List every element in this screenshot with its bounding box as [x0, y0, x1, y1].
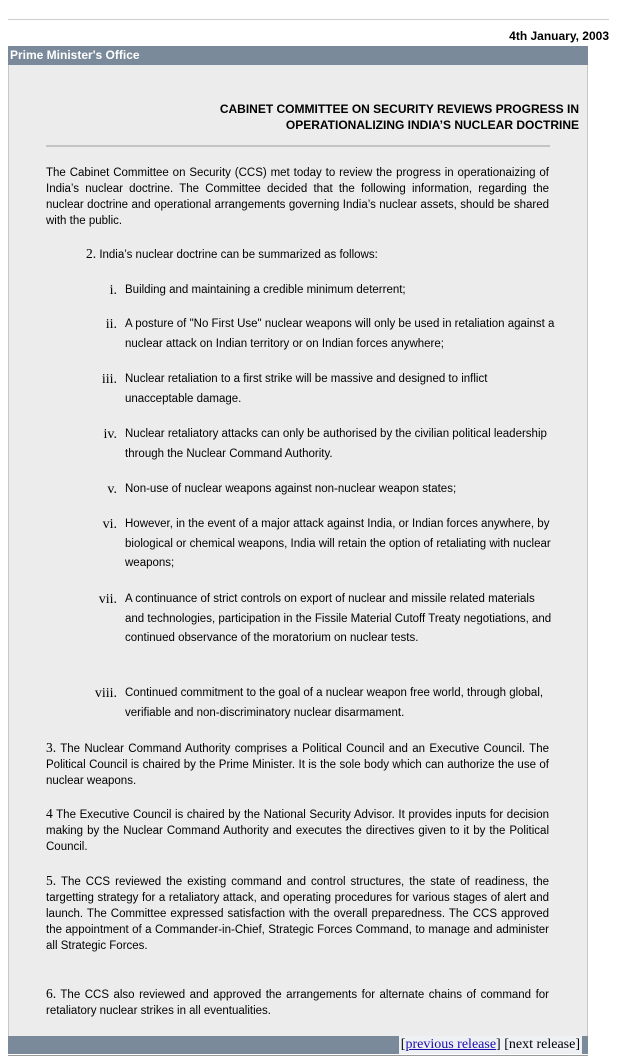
- paragraph-number: 6.: [46, 986, 57, 1001]
- office-banner: Prime Minister's Office: [8, 46, 588, 65]
- item-text: Nuclear retaliation to a first strike will be massive and designed to inflict unacceptable damage.: [125, 373, 488, 405]
- paragraph-2: [86, 246, 546, 263]
- intro-paragraph: The Cabinet Committee on Security (CCS) met today to review the progress in operationaizing of India’s nuclear doctrine. The Committee decided that the following information, regarding the nuclear doctrine and operational arrangements governing India’s nuclear assets, should be shared with the public.: [46, 167, 549, 227]
- item-text: However, in the event of a major attack against India, or Indian forces anywhere, by biological or chemical weapons, India will retain the option of retaliating with nuclear weapons;: [125, 518, 551, 569]
- paragraph-text: The CCS reviewed the existing command and control structures, the state of readiness, the targetting strategy for a retaliatory attack, and operating procedures for various stages of alert and launch. The Committee expressed satisfaction with the overall preparedness. The CCS approved the appointment of a Commander-in-Chief, Strategic Forces Command, to manage and administer all Strategic Forces.: [46, 876, 549, 952]
- nav-bracket: [: [400, 1037, 406, 1052]
- release-date: 4th January, 2003: [509, 29, 609, 43]
- item-numeral: vii.: [98, 592, 117, 607]
- item-text: Non-use of nuclear weapons against non-nuclear weapon states;: [125, 483, 457, 495]
- item-numeral: vi.: [102, 517, 117, 532]
- footer-bar: [8, 1036, 588, 1054]
- top-divider: [8, 0, 609, 20]
- paragraph-text: India’s nuclear doctrine can be summarized as follows:: [96, 249, 378, 261]
- paragraph-text: The Executive Council is chaired by the National Security Advisor. It provides inputs for decision making by the Nuclear Command Authority and executes the directives given to it by the Political Council.: [46, 809, 549, 853]
- paragraph-text: The Nuclear Command Authority comprises a Political Council and an Executive Council. The Political Council is chaired by the Prime Minister. It is the sole body which can authorize the use of nuclear weapons.: [46, 743, 549, 787]
- item-text: Continued commitment to the goal of a nuclear weapon free world, through global, verifiable and non-discriminatory nuclear disarmament.: [125, 687, 544, 719]
- paragraph-number: 2.: [86, 246, 97, 261]
- previous-release-link[interactable]: previous release: [405, 1037, 497, 1052]
- title-line-1: CABINET COMMITTEE ON SECURITY REVIEWS PROGRESS IN: [219, 102, 579, 116]
- paragraph-text: The CCS also reviewed and approved the arrangements for alternate chains of command for retaliatory nuclear strikes in all eventualities.: [46, 989, 549, 1017]
- paragraph-number: 3.: [46, 740, 57, 755]
- page-title: [159, 101, 579, 133]
- paragraph-number: 5.: [46, 873, 57, 888]
- item-numeral: i.: [109, 283, 117, 298]
- paragraph-4: [46, 806, 549, 855]
- item-numeral: iv.: [103, 427, 117, 442]
- title-line-2: OPERATIONALIZING INDIA’S NUCLEAR DOCTRINE: [285, 118, 579, 132]
- paragraph-number: 4: [46, 806, 53, 821]
- item-numeral: iii.: [101, 372, 117, 387]
- item-numeral: viii.: [94, 686, 117, 701]
- next-release-label: ] [next release]: [496, 1037, 580, 1052]
- title-divider: [46, 145, 550, 147]
- item-numeral: ii.: [105, 317, 117, 332]
- item-text: Nuclear retaliatory attacks can only be authorised by the civilian political leadership through the Nuclear Command Authority.: [125, 428, 547, 460]
- item-numeral: v.: [107, 482, 117, 497]
- item-text: A continuance of strict controls on export of nuclear and missile related materials and technologies, participation in the Fissile Material Cutoff Treaty negotiations, and continued observance of the moratorium on nuclear tests.: [125, 593, 552, 644]
- release-navigation: [399, 1036, 582, 1054]
- paragraph-5: [46, 873, 549, 954]
- paragraph-6: [46, 986, 549, 1019]
- bottom-divider: [8, 1055, 588, 1056]
- item-text: Building and maintaining a credible minimum deterrent;: [125, 284, 406, 296]
- item-text: A posture of "No First Use" nuclear weapons will only be used in retaliation against a nuclear attack on Indian territory or on Indian forces anywhere;: [125, 318, 555, 350]
- paragraph-3: [46, 740, 549, 789]
